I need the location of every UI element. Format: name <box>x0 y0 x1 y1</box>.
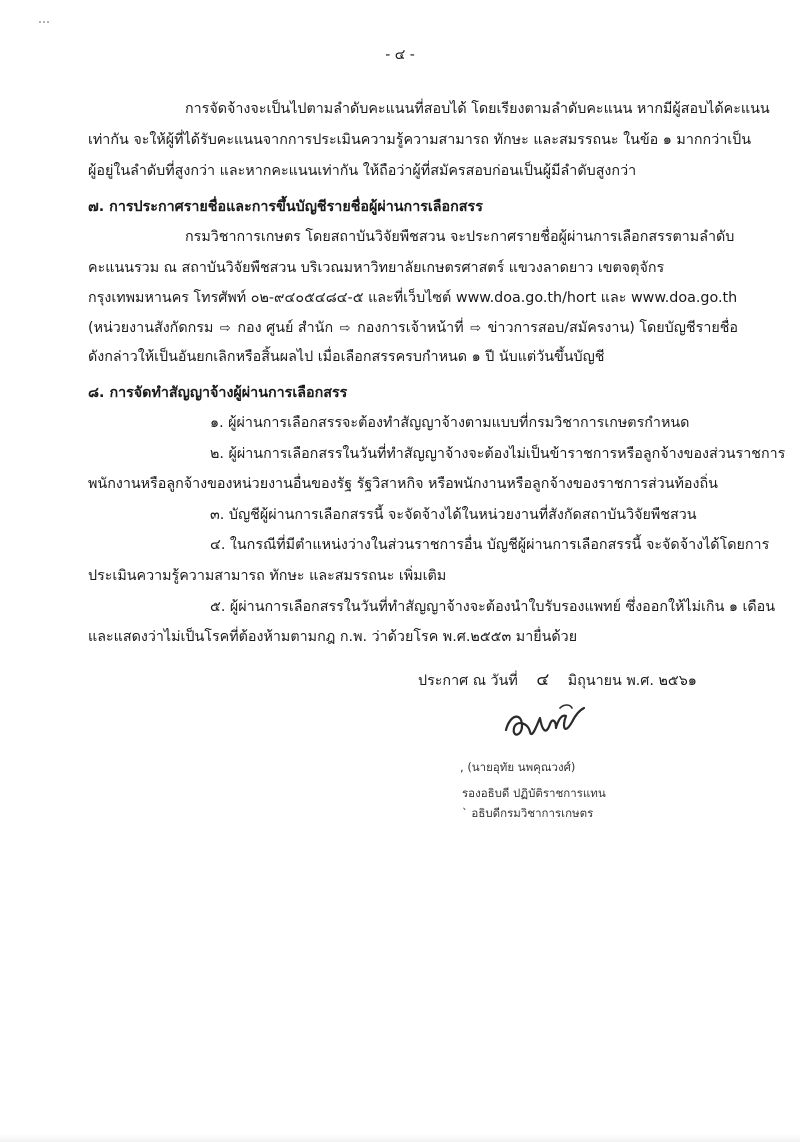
scan-edge <box>0 1134 800 1142</box>
section7-path-line <box>88 318 738 339</box>
section8-item-4a: ๔. ในกรณีที่มีตำแหน่งว่างในส่วนราชการอื่น บัญชีผู้ผ่านการเลือกสรรนี้ จะจัดจ้างได้โดยการ <box>210 537 770 553</box>
path-part-3: กองการเจ้าหน้าที่ <box>357 320 464 336</box>
section8-item-4b: ประเมินความรู้ความสามารถ ทักษะ และสมรรถนะ เพิ่มเติม <box>88 568 447 584</box>
section7-last-line: ดังกล่าวให้เป็นอันยกเลิกหรือสิ้นผลไป เมื่อเลือกสรรครบกำหนด ๑ ปี นับแต่วันขึ้นบัญชี <box>88 349 605 365</box>
announce-day: ๔ <box>536 670 550 690</box>
arrow-right-icon: ⇨ <box>219 321 231 336</box>
announce-date <box>418 666 697 693</box>
path-part-4: ข่าวการสอบ/สมัครงาน) โดยบัญชีรายชื่อ <box>487 320 739 336</box>
section8-item-2b: พนักงานหรือลูกจ้างของหน่วยงานอื่นของรัฐ รัฐวิสาหกิจ หรือพนักงานหรือลูกจ้างของราชการส่วนท้องถิ่น <box>88 476 718 492</box>
tick-mark-icon: , <box>460 760 468 774</box>
path-part-1: (หน่วยงานสังกัดกรม <box>88 320 214 336</box>
announce-prefix: ประกาศ ณ วันที่ <box>418 673 518 689</box>
section8-item-5a: ๕. ผู้ผ่านการเลือกสรรในวันที่ทำสัญญาจ้างจะต้องนำใบรับรองแพทย์ ซึ่งออกให้ไม่เกิน ๑ เดือน <box>210 599 776 615</box>
page-number: - ๔ - <box>385 47 415 63</box>
signer-title-2 <box>462 805 593 823</box>
intro-line-1: การจัดจ้างจะเป็นไปตามลำดับคะแนนที่สอบได้ โดยเรียงตามลำดับคะแนน หากมีผู้สอบได้คะแนน <box>185 101 770 117</box>
section7-line-1: กรมวิชาการเกษตร โดยสถาบันวิจัยพืชสวน จะประกาศรายชื่อผู้ผ่านการเลือกสรรตามลำดับ <box>185 229 735 245</box>
section7-line-3: กรุงเทพมหานคร โทรศัพท์ ๐๒-๙๔๐๕๔๘๔-๕ และที่เว็บไซต์ www.doa.go.th/hort และ www.doa.go.th <box>88 290 738 306</box>
announce-month-year: มิถุนายน พ.ศ. ๒๕๖๑ <box>567 673 697 689</box>
section7-line-2: คะแนนรวม ณ สถาบันวิจัยพืชสวน บริเวณมหาวิทยาลัยเกษตรศาสตร์ แขวงลาดยาว เขตจตุจักร <box>88 260 665 276</box>
signer-name-text: (นายอุทัย นพคุณวงศ์) <box>467 760 576 774</box>
arrow-right-icon: ⇨ <box>470 321 482 336</box>
signer-title-1: รองอธิบดี ปฏิบัติราชการแทน <box>462 786 606 800</box>
section8-item-3: ๓. บัญชีผู้ผ่านการเลือกสรรนี้ จะจัดจ้างได้ในหน่วยงานที่สังกัดสถาบันวิจัยพืชสวน <box>210 507 697 523</box>
section8-item-5b: และแสดงว่าไม่เป็นโรคที่ต้องห้ามตามกฎ ก.พ. ว่าด้วยโรค พ.ศ.๒๕๕๓ มายื่นด้วย <box>88 629 578 645</box>
signer-title-2-text: อธิบดีกรมวิชาการเกษตร <box>471 806 594 820</box>
intro-line-3: ผู้อยู่ในลำดับที่สูงกว่า และหากคะแนนเท่ากัน ให้ถือว่าผู้ที่สมัครสอบก่อนเป็นผู้มีลำดับสูงกว่า <box>88 163 637 179</box>
tick-mark-icon: ` <box>462 806 472 820</box>
path-part-2: กอง ศูนย์ สำนัก <box>237 320 334 336</box>
handwritten-signature <box>500 700 590 750</box>
section7-heading: ๗. การประกาศรายชื่อและการขึ้นบัญชีรายชื่อผู้ผ่านการเลือกสรร <box>88 199 483 215</box>
intro-line-2: เท่ากัน จะให้ผู้ที่ได้รับคะแนนจากการประเมินความรู้ความสามารถ ทักษะ และสมรรถนะ ในข้อ ๑ มากกว่าเป็น <box>88 132 751 148</box>
arrow-right-icon: ⇨ <box>339 321 351 336</box>
section8-item-1: ๑. ผู้ผ่านการเลือกสรรจะต้องทำสัญญาจ้างตามแบบที่กรมวิชาการเกษตรกำหนด <box>210 415 690 431</box>
scan-mark <box>38 10 50 16</box>
section8-heading: ๘. การจัดทำสัญญาจ้างผู้ผ่านการเลือกสรร <box>88 385 348 401</box>
signer-name <box>460 759 575 777</box>
section8-item-2a: ๒. ผู้ผ่านการเลือกสรรในวันที่ทำสัญญาจ้างจะต้องไม่เป็นข้าราชการหรือลูกจ้างของส่วนราชการ <box>210 446 786 462</box>
